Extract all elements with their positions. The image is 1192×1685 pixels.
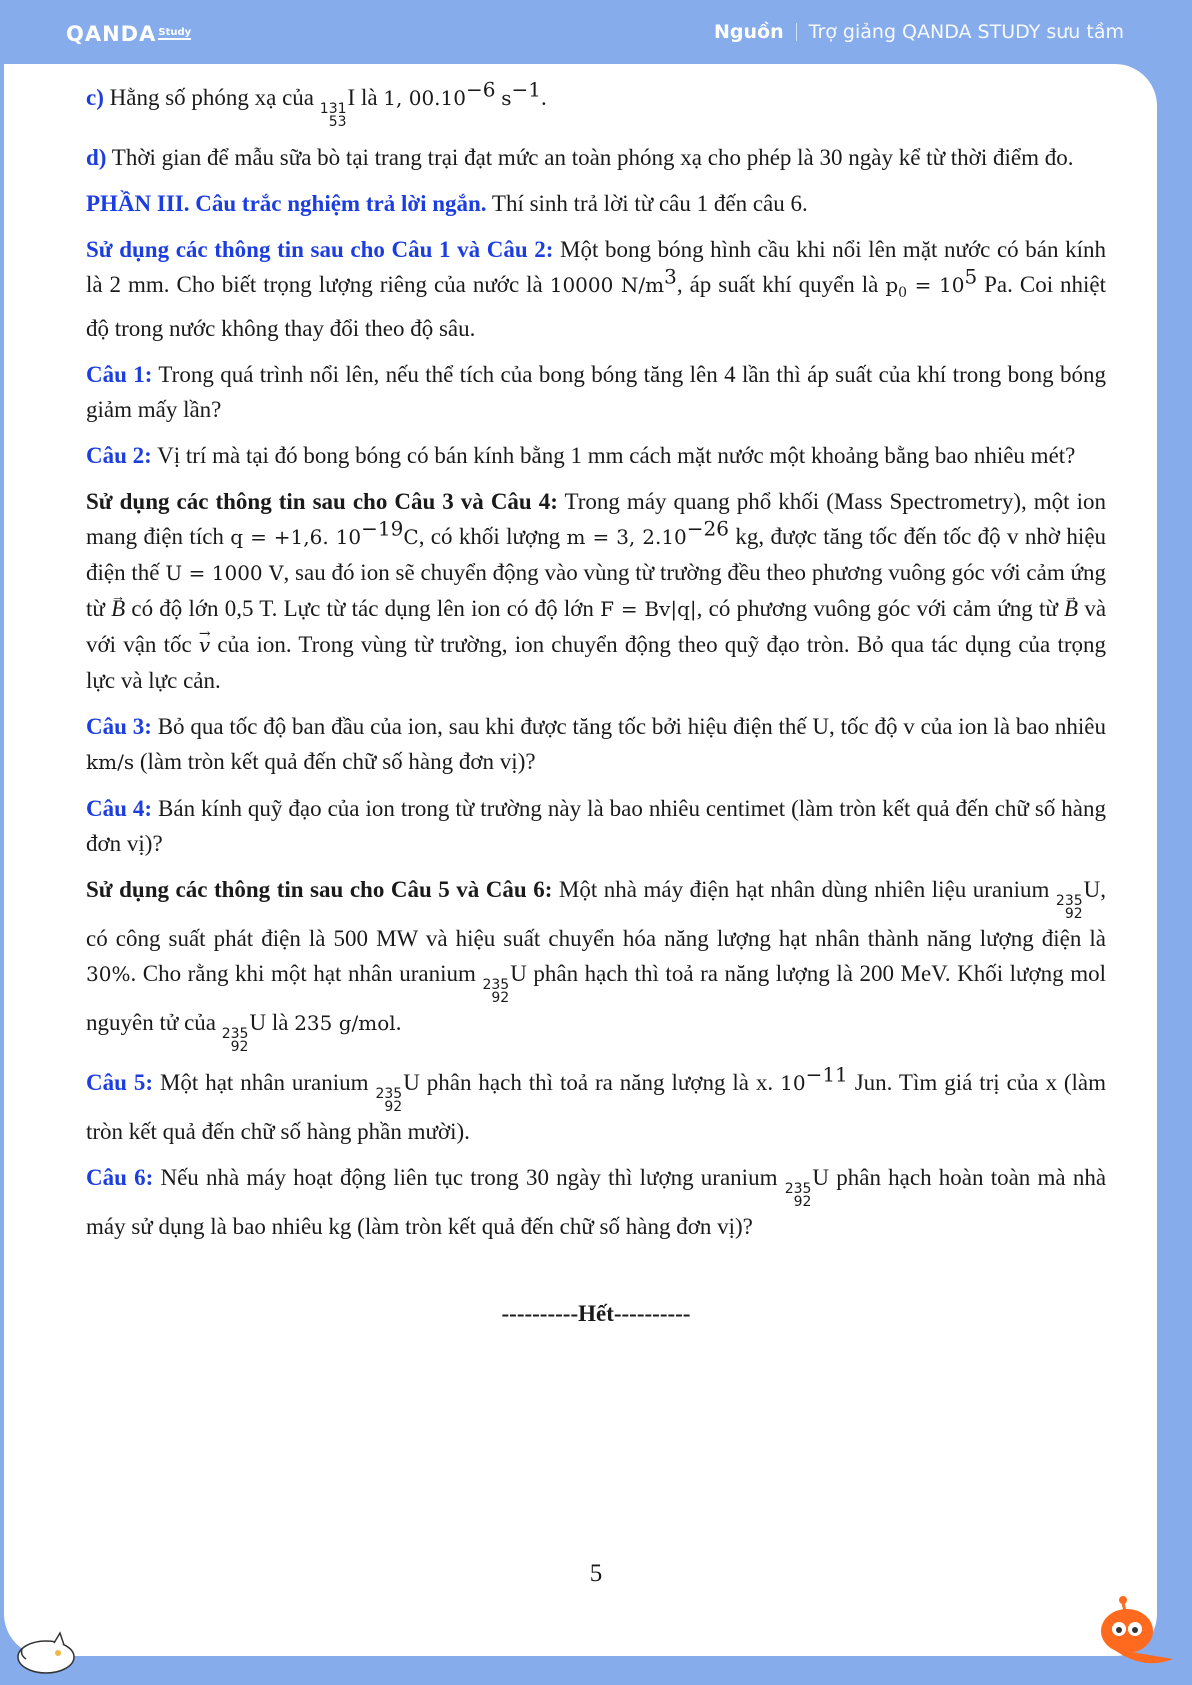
question-3: Câu 3: Bỏ qua tốc độ ban đầu của ion, sau khi được tăng tốc bởi hiệu điện thế U, tốc độ v của ion là bao nhiêu km/s (làm tròn kết quả đến chữ số hàng đơn vị)? <box>86 714 1107 774</box>
info-q5-q6: Sử dụng các thông tin sau cho Câu 5 và Câu 6: Một nhà máy điện hạt nhân dùng nhiên liệu uranium 235 92 U, có công suất phát điện là 500 MW và hiệu suất chuyển hóa năng lượng hạt nhân thành năng lượng điện là 30%. Cho rằng khi một hạt nhân uranium 235 92 U phân hạch thì toả ra năng lượng là 200 MeV. Khối lượng mol nguyên tử của 235 92 U là 235 g/mol. <box>86 877 1107 1055</box>
source-text: Trợ giảng QANDA STUDY sưu tầm <box>808 21 1124 43</box>
item-d-label: d) <box>86 145 107 170</box>
part3-heading <box>86 186 1106 221</box>
logo-text: QANDA <box>66 22 157 46</box>
document-content <box>86 77 1107 1342</box>
robot-mascot-icon <box>1093 1595 1175 1671</box>
page-number: 5 <box>589 1560 603 1587</box>
question-1: Câu 1: Trong quá trình nổi lên, nếu thể tích của bong bóng tăng lên 4 lần thì áp suất của khí trong bong bóng giảm mấy lần? <box>86 362 1106 422</box>
source-label: Nguồn <box>714 21 784 43</box>
qanda-logo[interactable] <box>66 22 191 46</box>
item-c-label: c) <box>86 85 104 110</box>
question-5: Câu 5: Một hạt nhân uranium 235 92 U phân hạch thì toả ra năng lượng là x. $10^{-11}$ Jun. Tìm giá trị của x (làm tròn kết quả đến chữ số hàng phần mười). <box>86 1062 1107 1144</box>
isotope-u235-3: 235 92 <box>221 1026 249 1055</box>
info-q1-q2: Sử dụng các thông tin sau cho Câu 1 và Câu 2: Một bong bóng hình cầu khi nổi lên mặt nước có bán kính là 2 mm. Cho biết trọng lượng riêng của nước là 10000 $N/m^3$, áp suất khí quyển là $p_0 = 10^5$ Pa. Coi nhiệt độ trong nước không thay đổi theo độ sâu. <box>86 237 1107 341</box>
isotope-i131: 131 53 <box>319 101 347 130</box>
logo-sub: Study <box>158 27 192 38</box>
isotope-u235-4: 235 92 <box>375 1086 403 1115</box>
source-credit <box>714 21 1124 43</box>
question-4: Câu 4: Bán kính quỹ đạo của ion trong từ trường này là bao nhiêu centimet (làm tròn kết quả đến chữ số hàng đơn vị)? <box>86 796 1107 856</box>
header-bar <box>0 0 1192 66</box>
part3-title: PHẦN III. Câu trắc nghiệm trả lời ngắn. <box>86 191 487 216</box>
question-2: Câu 2: Vị trí mà tại đó bong bóng có bán kính bằng 1 mm cách mặt nước một khoảng bằng bao nhiêu mét? <box>86 443 1076 468</box>
isotope-u235-5: 235 92 <box>784 1181 812 1210</box>
vector-b-2: → B <box>1064 596 1078 621</box>
cat-mascot-icon <box>14 1625 76 1675</box>
footer-bar <box>0 1656 1192 1685</box>
end-marker: ----------Hết---------- <box>501 1301 691 1326</box>
isotope-u235: 235 92 <box>1055 893 1083 922</box>
vector-b: → B <box>111 596 125 621</box>
info-q3-q4: Sử dụng các thông tin sau cho Câu 3 và Câu 4: Trong máy quang phổ khối (Mass Spectrometry), một ion mang điện tích q = +1,6. $10^{-19}C$, có khối lượng m = 3, $2.10^{-26}$ kg, được tăng tốc đến tốc độ v nhờ hiệu điện thế U = 1000 V, sau đó ion sẽ chuyển động vào vùng từ trường đều theo phương vuông góc với cảm ứng từ → B có độ lớn 0,5 T. Lực từ tác dụng lên ion có độ lớn F = Bv|q|, có phương vuông góc với cảm ứng từ → B và với vận tốc → v của ion. Trong vùng từ trường, ion chuyển động theo quỹ đạo tròn. Bỏ qua tác dụng của trọng lực và lực cản. <box>86 484 1106 698</box>
question-6: Câu 6: Nếu nhà máy hoạt động liên tục trong 30 ngày thì lượng uranium 235 92 U phân hạch hoàn toàn mà nhà máy sử dụng là bao nhiêu kg (làm tròn kết quả đến chữ số hàng đơn vị)? <box>86 1165 1107 1239</box>
part3-instruction: Thí sinh trả lời từ câu 1 đến câu 6. <box>491 191 808 216</box>
vector-v: → v <box>199 633 210 657</box>
item-c: c) Hằng số phóng xạ của 131 53 I là 1, $00.10^{-6}$ $s^{-1}$. <box>86 77 547 130</box>
item-d: d) Thời gian để mẫu sữa bò tại trang trại đạt mức an toàn phóng xạ cho phép là 30 ngày kể từ thời điểm đo. <box>86 145 1074 170</box>
divider <box>796 23 797 41</box>
isotope-u235-2: 235 92 <box>482 977 510 1006</box>
